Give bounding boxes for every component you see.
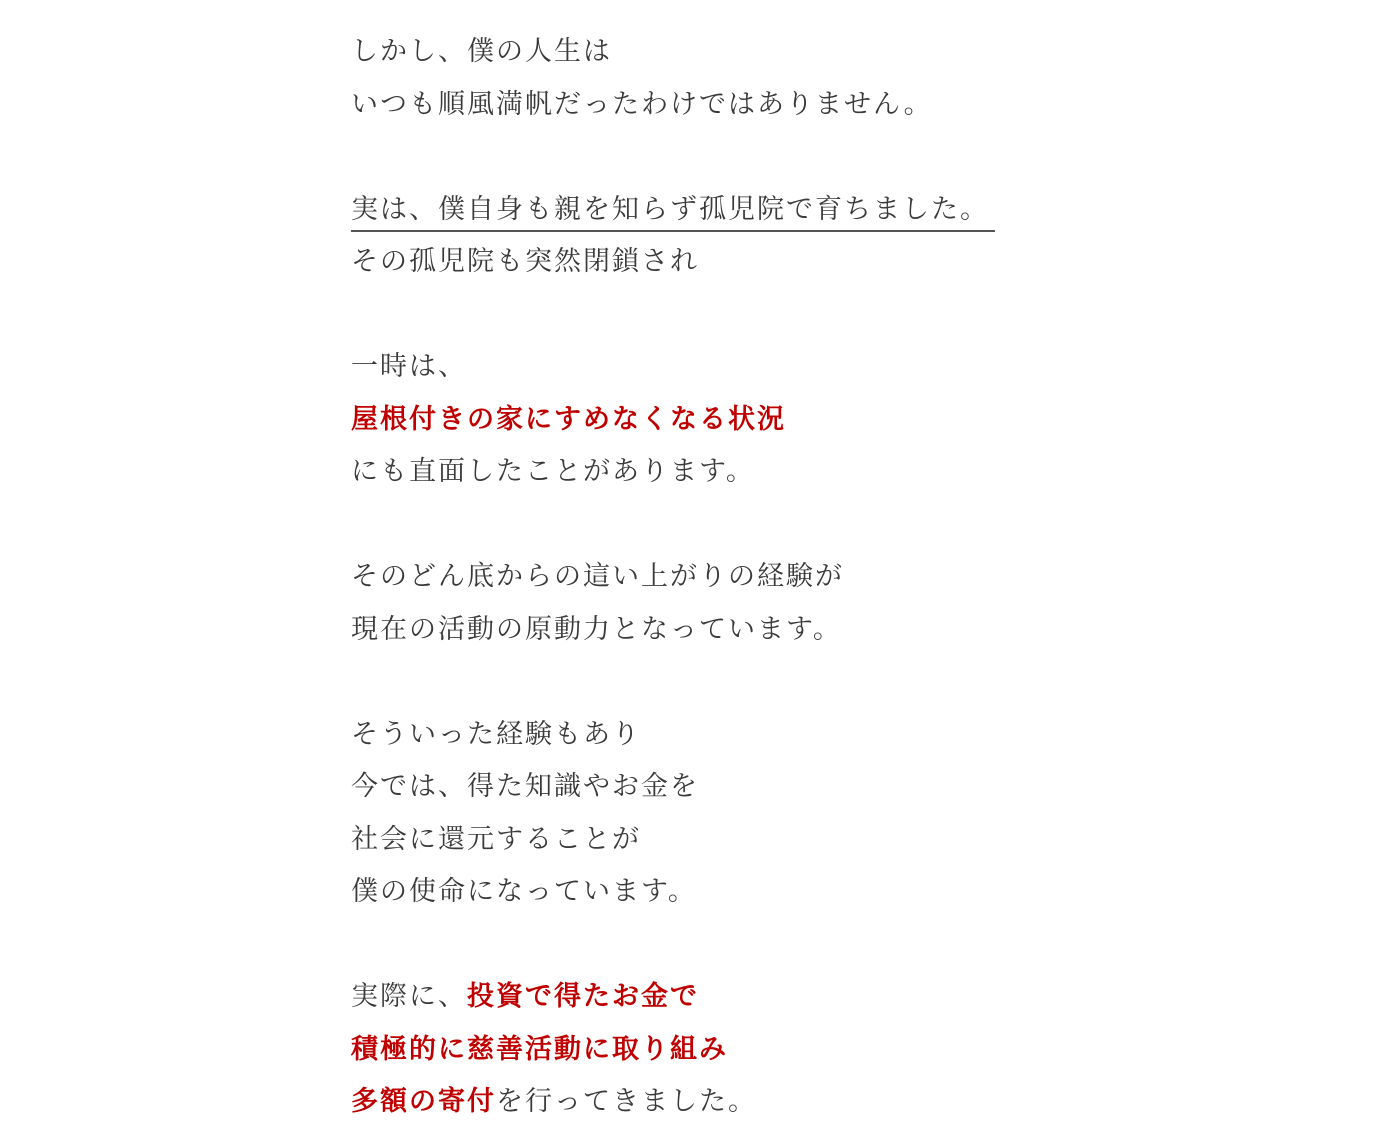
text-line (351, 551, 1051, 604)
text-segment: 社会に還元することが (351, 823, 641, 855)
underlined-text: 実は、僕自身も親を知らず孤児院で育ちました。 (351, 190, 995, 232)
text-segment: 一時は、 (351, 351, 467, 382)
text-line (351, 1076, 1051, 1129)
text-segment: そのどん底からの這い上がりの経験が (351, 561, 844, 592)
text-line (351, 604, 1051, 657)
paragraph-gap (351, 131, 1051, 184)
text-line (351, 184, 1051, 237)
text-segment: 今では、得た知識やお金を (351, 771, 699, 802)
text-line (351, 761, 1051, 814)
emphasis-text: 多額の寄付 (351, 1086, 496, 1117)
paragraph-gap (351, 289, 1051, 342)
paragraph (351, 709, 1051, 919)
paragraph (351, 341, 1051, 499)
emphasis-text: 投資で得たお金で (467, 981, 699, 1012)
text-segment: その孤児院も突然閉鎖され (351, 246, 699, 277)
paragraph (351, 26, 1051, 131)
text-segment: 実際に、 (351, 981, 467, 1012)
text-segment: 現在の活動の原動力となっています。 (351, 613, 842, 645)
text-line (351, 394, 1051, 447)
paragraph (351, 551, 1051, 656)
text-segment: 僕の使命になっています。 (351, 876, 697, 907)
text-segment: しかし、僕の人生は (351, 36, 612, 67)
paragraph (351, 184, 1051, 289)
text-segment: を行ってきました。 (496, 1086, 757, 1117)
text-segment: いつも順風満帆だったわけではありません。 (351, 88, 933, 120)
text-segment: にも直面したことがあります。 (351, 456, 755, 487)
text-line (351, 866, 1051, 919)
article-body (351, 26, 1051, 1129)
text-line (351, 446, 1051, 499)
text-line (351, 709, 1051, 762)
paragraph-gap (351, 656, 1051, 709)
text-line (351, 1024, 1051, 1077)
emphasis-text: 屋根付きの家にすめなくなる状況 (351, 403, 786, 435)
text-line (351, 971, 1051, 1024)
text-line (351, 341, 1051, 394)
paragraph-gap (351, 499, 1051, 552)
text-line (351, 236, 1051, 289)
paragraph (351, 971, 1051, 1129)
paragraph-gap (351, 919, 1051, 972)
text-line (351, 26, 1051, 79)
text-line (351, 79, 1051, 132)
text-segment: そういった経験もあり (351, 718, 641, 750)
text-line (351, 814, 1051, 867)
emphasis-text: 積極的に慈善活動に取り組み (351, 1033, 728, 1065)
